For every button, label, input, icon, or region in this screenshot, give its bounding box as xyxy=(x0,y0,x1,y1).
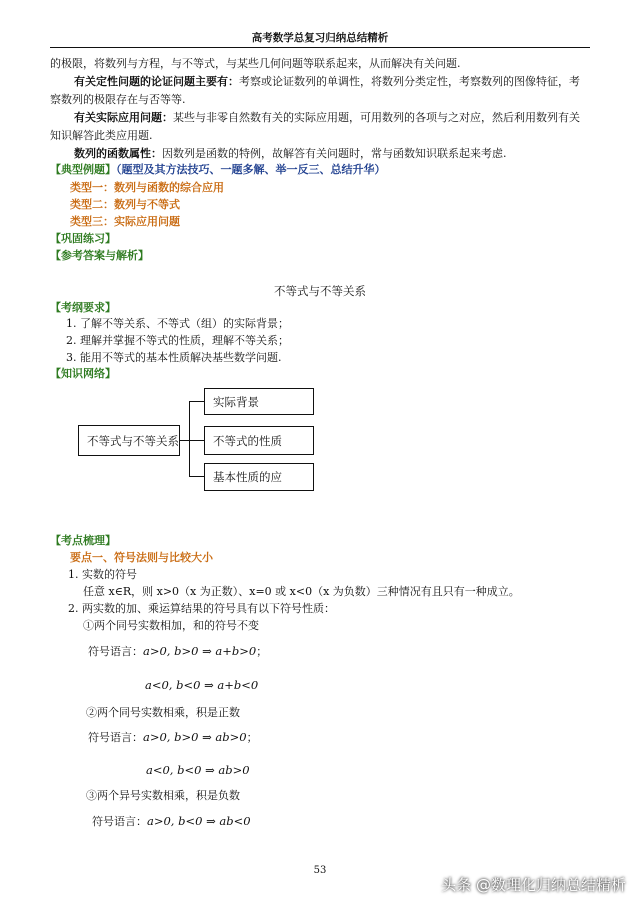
page-header: 高考数学总复习归纳总结精析 xyxy=(251,32,389,44)
intro-line-1: 的极限，将数列与方程，与不等式，与某些几何问题等联系起来，从而解决有关问题. xyxy=(50,57,461,70)
app-text-1: 某些与非零自然数有关的实际应用题，可用数列的各项与之对应，然后利用数列有关 xyxy=(173,111,580,124)
requirement-3: 3. 能用不等式的基本性质解决基些数学问题. xyxy=(66,351,282,364)
page-number: 53 xyxy=(313,865,327,876)
network-heading: 【知识网络】 xyxy=(50,367,116,380)
rule-1-formula-2: a<0, b<0 ⇒ a+b<0 xyxy=(145,678,259,692)
func-text: 因数列是函数的特例，故解答有关问题时，常与函数知识联系起来考虑. xyxy=(162,147,507,160)
rule-1-formula-1: a>0, b>0 ⇒ a+b>0 xyxy=(143,644,257,658)
diagram-node-applications: 基本性质的应 xyxy=(204,463,314,491)
rule-3-formula-1: a>0, b<0 ⇒ ab<0 xyxy=(147,814,251,828)
rule-3-line-1 xyxy=(92,812,251,831)
requirement-1: 1. 了解不等关系、不等式（组）的实际背景； xyxy=(66,317,289,330)
item-1-text: 任意 x∈R，则 x>0（x 为正数）、x=0 或 x<0（x 为负数）三种情况有且只有一种成立。 xyxy=(83,585,520,598)
rule-2-title: ②两个同号实数相乘，积是正数 xyxy=(86,706,240,719)
item-2-title: 2. 两实数的加、乘运算结果的符号具有以下符号性质： xyxy=(68,602,335,615)
answers-heading: 【参考答案与解析】 xyxy=(50,249,149,262)
app-text-2: 知识解答此类应用题. xyxy=(50,129,153,142)
header-rule xyxy=(50,47,590,48)
diagram-node-properties: 不等式的性质 xyxy=(204,426,314,455)
proof-text-1: 考察或论证数列的单调性，将数列分类定性，考察数列的图像特征，考 xyxy=(239,75,580,88)
example-type-1: 类型一：数列与函数的综合应用 xyxy=(70,181,224,194)
rule-1-formula-1-end: ； xyxy=(256,645,268,658)
requirements-heading: 【考纲要求】 xyxy=(50,301,116,314)
rule-1-title: ①两个同号实数相加，和的符号不变 xyxy=(83,619,259,632)
diagram-connector-middle xyxy=(189,440,204,441)
examples-heading: 【典型例题】 xyxy=(50,163,116,176)
rule-3-title: ③两个异号实数相乘，积是负数 xyxy=(86,789,240,802)
example-type-2: 类型二：数列与不等式 xyxy=(70,198,180,211)
app-label: 有关实际应用问题： xyxy=(74,111,173,124)
examples-heading-row xyxy=(50,161,386,179)
diagram-connector-bottom xyxy=(189,476,204,477)
rule-1-line-1 xyxy=(88,642,267,661)
section-title: 不等式与不等关系 xyxy=(274,284,366,298)
rule-2-formula-1: a>0, b>0 ⇒ ab>0 xyxy=(143,730,247,744)
diagram-connector-root xyxy=(180,440,189,441)
func-label: 数列的函数属性： xyxy=(74,147,162,160)
proof-label: 有关定性问题的论证问题主要有： xyxy=(74,75,239,88)
review-heading: 【考点梳理】 xyxy=(50,534,116,547)
diagram-connector-top xyxy=(189,401,204,402)
diagram-root-node: 不等式与不等关系 xyxy=(78,425,180,456)
watermark: 头条 @数理化归纳总结精析 xyxy=(441,876,626,894)
practice-heading: 【巩固练习】 xyxy=(50,232,116,245)
requirement-2: 2. 理解并掌握不等式的性质，理解不等关系； xyxy=(66,334,289,347)
example-type-3: 类型三：实际应用问题 xyxy=(70,215,180,228)
rule-1-label: 符号语言： xyxy=(88,645,143,658)
proof-para-line-1 xyxy=(74,73,604,91)
rule-2-formula-1-end: ； xyxy=(246,731,258,744)
proof-text-2: 察数列的极限存在与否等等. xyxy=(50,93,186,106)
item-1-title: 1. 实数的符号 xyxy=(68,568,137,581)
app-para-line-1 xyxy=(74,109,604,127)
rule-3-label: 符号语言： xyxy=(92,815,147,828)
examples-heading-note: （题型及其方法技巧、一题多解、举一反三、总结升华） xyxy=(116,163,386,176)
rule-2-line-1 xyxy=(88,728,258,747)
diagram-connector-vertical xyxy=(189,401,190,476)
rule-2-label: 符号语言： xyxy=(88,731,143,744)
point-1-title: 要点一、符号法则与比较大小 xyxy=(70,551,213,564)
rule-2-formula-2: a<0, b<0 ⇒ ab>0 xyxy=(146,763,250,777)
diagram-node-background: 实际背景 xyxy=(204,388,314,415)
